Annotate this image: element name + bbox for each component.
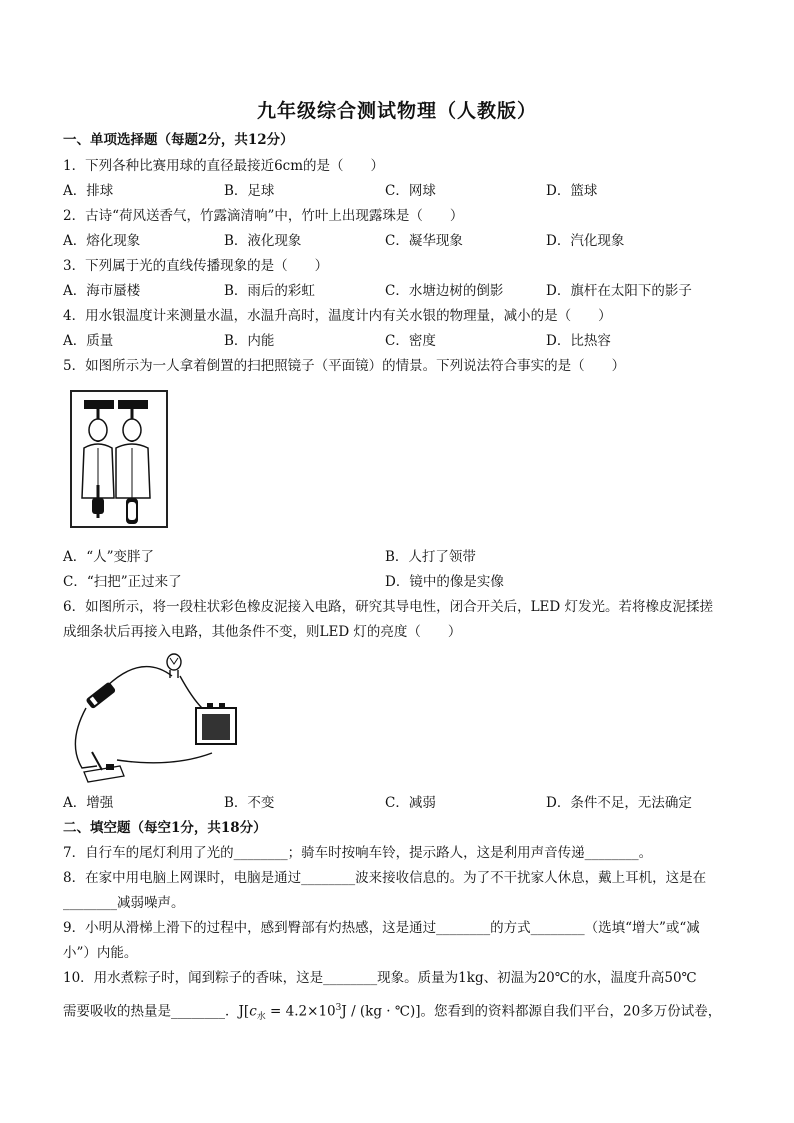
question-9-line2: 小”）内能。 [63,945,138,961]
question-8-line2: ________减弱噪声。 [63,895,185,911]
led-circuit-figure [62,648,252,784]
q6-option-c: C．减弱 [385,795,436,811]
q10-heat-blank: 需要吸收的热量是________．J[ [63,1003,250,1020]
q5-option-a: A．“人”变胖了 [63,549,155,565]
question-1-stem: 1．下列各种比赛用球的直径最接近6cm的是（ ） [63,158,385,174]
q5-option-d: D．镜中的像是实像 [385,574,504,590]
q3-option-a: A．海市蜃楼 [63,283,141,299]
q4-option-b: B．内能 [224,333,275,349]
specific-heat-subscript: 水 [256,1012,266,1023]
q3-option-b: B．雨后的彩虹 [224,283,315,299]
specific-heat-value: = 4.2×10 [265,1003,336,1020]
question-5-stem: 5．如图所示为一人拿着倒置的扫把照镜子（平面镜）的情景。下列说法符合事实的是（ ） [63,358,626,374]
specific-heat-exponent: 3 [335,1003,342,1013]
q1-option-d: D．篮球 [546,183,598,199]
q5-option-b: B．人打了领带 [385,549,476,565]
section-heading-choice: 一、单项选择题（每题2分，共12分） [63,132,294,148]
q1-option-a: A．排球 [63,183,114,199]
q4-option-d: D．比热容 [546,333,611,349]
question-4-stem: 4．用水银温度计来测量水温，水温升高时，温度计内有关水银的物理量，减小的是（ ） [63,308,612,324]
question-6-stem-line2: 成细条状后再接入电路，其他条件不变，则LED 灯的亮度（ ） [63,624,462,640]
question-10-line2 [63,999,721,1026]
q2-option-a: A．熔化现象 [63,233,141,249]
section-heading-fill: 二、填空题（每空1分，共18分） [63,820,267,836]
q2-option-c: C．凝华现象 [385,233,463,249]
q3-option-c: C．水塘边树的倒影 [385,283,504,299]
q3-option-d: D．旗杆在太阳下的影子 [546,283,692,299]
question-2-stem: 2．古诗“荷风送香气，竹露滴清响”中，竹叶上出现露珠是（ ） [63,208,464,224]
mirror-broom-figure [70,390,170,530]
specific-heat-unit: J / (kg · ℃)] [341,1003,421,1020]
question-7: 7．自行车的尾灯利用了光的________；骑车时按响车铃，提示路人，这是利用声音传递________。 [63,845,653,861]
question-3-stem: 3．下列属于光的直线传播现象的是（ ） [63,258,329,274]
question-8-line1: 8．在家中用电脑上网课时，电脑是通过________波来接收信息的。为了不干扰家人休息，戴上耳机，这是在 [63,870,707,886]
question-9-line1: 9．小明从滑梯上滑下的过程中，感到臀部有灼热感，这是通过________的方式________（选填“增大”或“减 [63,920,700,936]
question-10-line1: 10．用水煮粽子时，闻到粽子的香味，这是________现象。质量为1kg、初温为20℃的水，温度升高50℃ [63,970,697,986]
q10-tail-text: 。您看到的资料都源自我们平台，20多万份试卷， [420,1003,722,1020]
q4-option-c: C．密度 [385,333,436,349]
q6-option-b: B．不变 [224,795,275,811]
question-6-stem-line1: 6．如图所示，将一段柱状彩色橡皮泥接入电路，研究其导电性，闭合开关后，LED 灯发光。若将橡皮泥揉搓 [63,599,714,615]
q1-option-b: B．足球 [224,183,275,199]
page-title: 九年级综合测试物理（人教版） [256,100,537,122]
q2-option-d: D．汽化现象 [546,233,625,249]
q2-option-b: B．液化现象 [224,233,302,249]
q6-option-d: D．条件不足，无法确定 [546,795,692,811]
q5-option-c: C．“扫把”正过来了 [63,574,182,590]
specific-heat-symbol: c [249,1003,257,1020]
q6-option-a: A．增强 [63,795,114,811]
q1-option-c: C．网球 [385,183,436,199]
q4-option-a: A．质量 [63,333,114,349]
